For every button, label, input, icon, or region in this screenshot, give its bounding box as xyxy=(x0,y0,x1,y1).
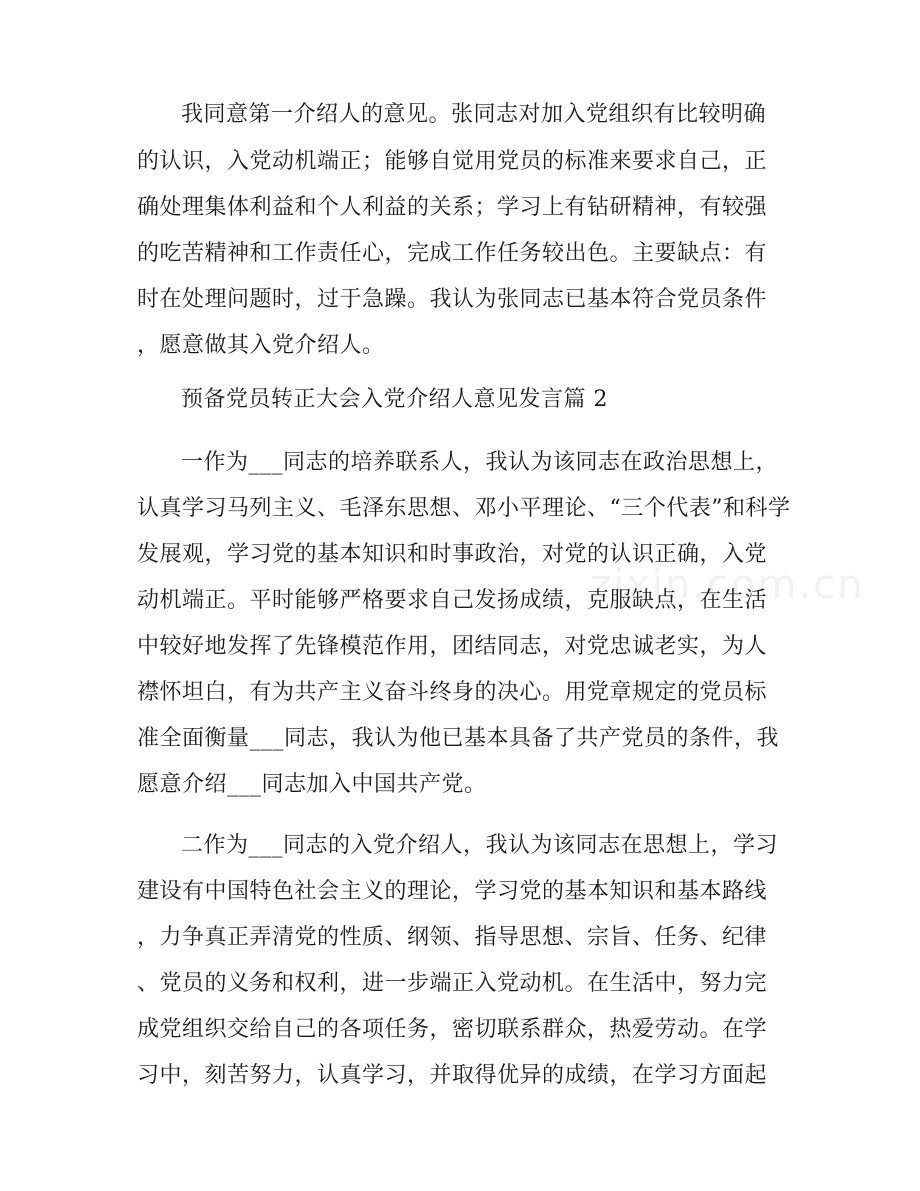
paragraph-2-line-5: 中较好地发挥了先锋模范作用，团结同志，对党忠诚老实，为人 xyxy=(137,634,768,659)
paragraph-2-line-8: 愿意介绍___同志加入中国共产党。 xyxy=(137,772,487,797)
paragraph-1-line-3: 确处理集体利益和个人利益的关系；学习上有钻研精神，有较强 xyxy=(137,195,768,220)
paragraph-2-line-2: 认真学习马列主义、毛泽东思想、邓小平理论、“三个代表”和科学 xyxy=(137,496,791,521)
paragraph-3-line-5: 成党组织交给自己的各项任务，密切联系群众，热爱劳动。在学 xyxy=(137,1017,768,1042)
paragraph-3-line-3: ，力争真正弄清党的性质、纲领、指导思想、宗旨、任务、纪律 xyxy=(137,925,768,950)
paragraph-1-line-2: 的认识，入党动机端正；能够自觉用党员的标准来要求自己，正 xyxy=(137,149,768,174)
paragraph-3-line-6: 习中，刻苦努力，认真学习，并取得优异的成绩，在学习方面起 xyxy=(137,1063,768,1088)
paragraph-1-line-1: 我同意第一介绍人的意见。张同志对加入党组织有比较明确 xyxy=(181,102,767,127)
paragraph-2-line-1: 一作为___同志的培养联系人，我认为该同志在政治思想上， xyxy=(181,450,779,475)
paragraph-3-line-4: 、党员的义务和权利，进一步端正入党动机。在生活中，努力完 xyxy=(137,971,768,996)
paragraph-2-line-3: 发展观，学习党的基本知识和时事政治，对党的认识正确，入党 xyxy=(137,542,768,567)
paragraph-2-line-4: 动机端正。平时能够严格要求自己发扬成绩，克服缺点，在生活 xyxy=(137,588,768,613)
paragraph-1-line-4: 的吃苦精神和工作责任心，完成工作任务较出色。主要缺点：有 xyxy=(137,241,768,266)
paragraph-3-line-2: 建设有中国特色社会主义的理论，学习党的基本知识和基本路线 xyxy=(137,879,768,904)
paragraph-1-line-6: ，愿意做其入党介绍人。 xyxy=(137,333,385,358)
paragraph-3-line-1: 二作为___同志的入党介绍人，我认为该同志在思想上，学习 xyxy=(181,833,779,858)
paragraph-2-line-6: 襟怀坦白，有为共产主义奋斗终身的决心。用党章规定的党员标 xyxy=(137,680,768,705)
paragraph-1-line-5: 时在处理问题时，过于急躁。我认为张同志已基本符合党员条件 xyxy=(137,287,768,312)
paragraph-2-line-7: 准全面衡量___同志，我认为他已基本具备了共产党员的条件，我 xyxy=(137,726,780,751)
section-heading: 预备党员转正大会入党介绍人意见发言篇 2 xyxy=(181,387,608,412)
watermark: zixin.com.cn xyxy=(590,562,865,608)
